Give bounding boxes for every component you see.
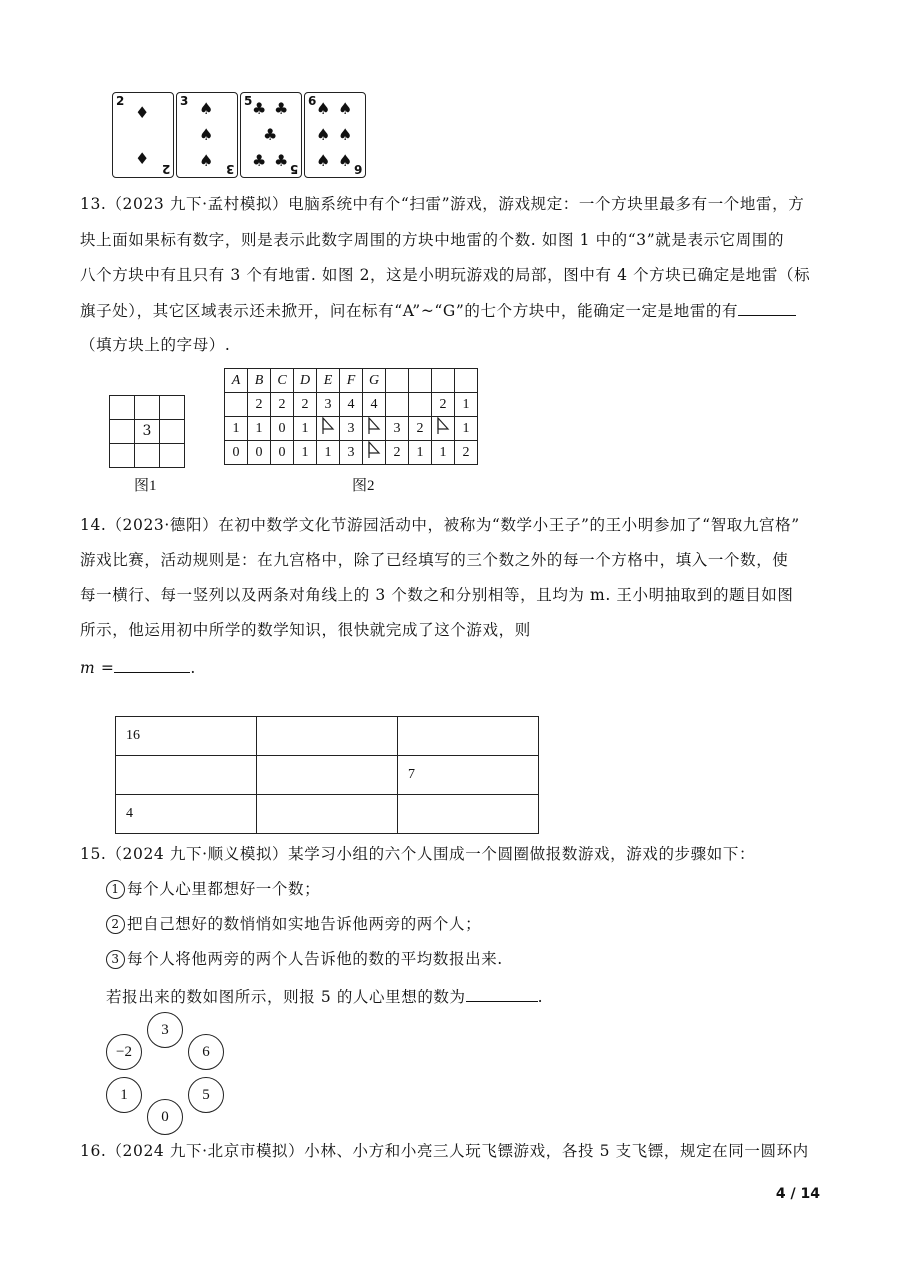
circle-number: 5 bbox=[188, 1077, 224, 1113]
grid-cell: 1 bbox=[432, 441, 455, 465]
magic-square-cell: 4 bbox=[116, 795, 257, 834]
grid-cell: A bbox=[225, 369, 248, 393]
card-rank-bottom: 3 bbox=[225, 162, 234, 176]
grid-cell: 3 bbox=[386, 417, 409, 441]
spade-icon: ♠ bbox=[316, 151, 331, 170]
card-rank: 5 bbox=[244, 94, 253, 108]
magic-square-grid bbox=[115, 716, 539, 834]
circle-number: 0 bbox=[147, 1099, 183, 1135]
answer-blank[interactable] bbox=[114, 656, 190, 673]
figure-2-minesweeper-grid bbox=[224, 368, 478, 465]
card-rank-bottom: 2 bbox=[161, 162, 170, 176]
grid-cell: D bbox=[294, 369, 317, 393]
card-rank: 3 bbox=[180, 94, 189, 108]
grid-cell: C bbox=[271, 369, 294, 393]
grid-cell: 2 bbox=[294, 393, 317, 417]
flag-icon bbox=[317, 417, 340, 441]
club-icon: ♣ bbox=[263, 125, 278, 144]
card-rank-bottom: 6 bbox=[353, 162, 362, 176]
q13-line-1: 13.（2023 九下·孟村模拟）电脑系统中有个“扫雷”游戏，游戏规定：一个方块里最多有一个地雷，方 bbox=[80, 195, 805, 213]
circle-number: 6 bbox=[188, 1034, 224, 1070]
spade-icon: ♠ bbox=[338, 151, 353, 170]
spade-icon: ♠ bbox=[199, 99, 214, 118]
grid-cell: 1 bbox=[225, 417, 248, 441]
q16-line-1: 16.（2024 九下·北京市模拟）小林、小方和小亮三人玩飞镖游戏，各投 5 支飞镖，规定在同一圆环内 bbox=[80, 1142, 809, 1160]
grid-row bbox=[225, 393, 478, 417]
grid-cell bbox=[134, 395, 160, 420]
magic-square-cell bbox=[116, 756, 257, 795]
question-text: 若报出来的数如图所示，则报 5 的人心里想的数为 bbox=[106, 988, 466, 1006]
q15-step-1 bbox=[106, 878, 320, 900]
magic-square-cell bbox=[398, 795, 539, 834]
q13-line-4-text: 旗子处），其它区域表示还未掀开，问在标有“A”~“G”的七个方块中，能确定一定是地雷的有 bbox=[80, 302, 739, 320]
card-2-diamonds bbox=[112, 92, 174, 178]
magic-square-cell bbox=[257, 795, 398, 834]
grid-row bbox=[225, 369, 478, 393]
grid-cell bbox=[159, 443, 185, 468]
spade-icon: ♠ bbox=[199, 125, 214, 144]
q14-answer-line bbox=[80, 656, 196, 679]
circled-number: 3 bbox=[106, 950, 125, 969]
q13-line-4 bbox=[80, 299, 796, 322]
spade-icon: ♠ bbox=[338, 125, 353, 144]
q13-line-2: 块上面如果标有数字，则是表示此数字周围的方块中地雷的个数. 如图 1 中的“3”就是表示它周围的 bbox=[80, 231, 785, 249]
card-5-clubs bbox=[240, 92, 302, 178]
grid-cell: 3 bbox=[340, 441, 363, 465]
grid-cell: 1 bbox=[317, 441, 340, 465]
spade-icon: ♠ bbox=[316, 125, 331, 144]
grid-row bbox=[225, 441, 478, 465]
grid-cell bbox=[159, 419, 185, 444]
grid-cell: 1 bbox=[294, 441, 317, 465]
step-text: 每个人将他两旁的两个人告诉他的数的平均数报出来. bbox=[127, 950, 503, 968]
grid-cell bbox=[455, 369, 478, 393]
magic-square-cell bbox=[257, 717, 398, 756]
grid-cell: 3 bbox=[340, 417, 363, 441]
grid-cell: 0 bbox=[271, 441, 294, 465]
q15-question bbox=[106, 985, 543, 1008]
q15-step-2 bbox=[106, 913, 481, 935]
magic-square-cell: 16 bbox=[116, 717, 257, 756]
q14-line-1: 14.（2023·德阳）在初中数学文化节游园活动中，被称为“数学小王子”的王小明参加了“智取九宫格” bbox=[80, 516, 800, 534]
club-icon: ♣ bbox=[274, 151, 289, 170]
spade-icon: ♠ bbox=[316, 99, 331, 118]
diamond-icon: ♦ bbox=[135, 103, 150, 122]
grid-cell: 0 bbox=[271, 417, 294, 441]
circled-number: 1 bbox=[106, 880, 125, 899]
grid-cell bbox=[409, 369, 432, 393]
flag-icon bbox=[363, 417, 386, 441]
club-icon: ♣ bbox=[274, 99, 289, 118]
grid-cell: 1 bbox=[455, 393, 478, 417]
card-rank-bottom: 5 bbox=[289, 162, 298, 176]
answer-blank[interactable] bbox=[466, 985, 538, 1002]
circle-number: 1 bbox=[106, 1077, 142, 1113]
flag-icon bbox=[432, 417, 455, 441]
circle-number: −2 bbox=[106, 1034, 142, 1070]
grid-cell: 2 bbox=[409, 417, 432, 441]
circled-number: 2 bbox=[106, 915, 125, 934]
grid-cell: 1 bbox=[409, 441, 432, 465]
grid-cell: 1 bbox=[455, 417, 478, 441]
card-rank: 2 bbox=[116, 94, 125, 108]
grid-cell: 1 bbox=[248, 417, 271, 441]
flag-icon bbox=[363, 441, 386, 465]
step-text: 每个人心里都想好一个数； bbox=[127, 880, 321, 898]
grid-cell bbox=[159, 395, 185, 420]
page-number: 4 / 14 bbox=[775, 1186, 820, 1202]
grid-cell: 1 bbox=[294, 417, 317, 441]
grid-cell: 2 bbox=[432, 393, 455, 417]
magic-square-cell: 7 bbox=[398, 756, 539, 795]
grid-cell bbox=[109, 443, 135, 468]
figure-2-caption: 图2 bbox=[352, 478, 375, 494]
grid-cell bbox=[109, 419, 135, 444]
q14-line-4: 所示，他运用初中所学的数学知识，很快就完成了这个游戏，则 bbox=[80, 621, 531, 639]
grid-cell bbox=[225, 393, 248, 417]
grid-cell bbox=[432, 369, 455, 393]
grid-cell: 2 bbox=[271, 393, 294, 417]
question-suffix: . bbox=[537, 988, 544, 1006]
grid-cell: 0 bbox=[248, 441, 271, 465]
grid-cell bbox=[109, 395, 135, 420]
answer-prefix: m = bbox=[80, 659, 115, 677]
grid-cell: 2 bbox=[386, 441, 409, 465]
grid-cell: 4 bbox=[340, 393, 363, 417]
card-6-spades bbox=[304, 92, 366, 178]
q15-step-3 bbox=[106, 948, 503, 970]
answer-blank[interactable] bbox=[738, 299, 796, 316]
grid-cell: 4 bbox=[363, 393, 386, 417]
figure-1-center: 3 bbox=[134, 419, 160, 444]
grid-cell bbox=[386, 369, 409, 393]
card-3-spades bbox=[176, 92, 238, 178]
grid-cell: B bbox=[248, 369, 271, 393]
q15-intro: 15.（2024 九下·顺义模拟）某学习小组的六个人围成一个圆圈做报数游戏，游戏的步骤如下： bbox=[80, 845, 756, 863]
answer-suffix: . bbox=[190, 659, 196, 677]
grid-cell: 2 bbox=[455, 441, 478, 465]
circle-number: 3 bbox=[147, 1012, 183, 1048]
grid-cell bbox=[134, 443, 160, 468]
q14-line-3: 每一横行、每一竖列以及两条对角线上的 3 个数之和分别相等，且均为 m. 王小明抽取到的题目如图 bbox=[80, 586, 794, 604]
magic-square-cell bbox=[257, 756, 398, 795]
grid-cell: 3 bbox=[317, 393, 340, 417]
grid-cell: 2 bbox=[248, 393, 271, 417]
q14-line-2: 游戏比赛，活动规则是：在九宫格中，除了已经填写的三个数之外的每一个方格中，填入一个数，使 bbox=[80, 551, 789, 569]
grid-cell bbox=[386, 393, 409, 417]
club-icon: ♣ bbox=[252, 151, 267, 170]
q13-line-5: （填方块上的字母）. bbox=[80, 336, 231, 354]
grid-cell: G bbox=[363, 369, 386, 393]
figure-1-caption: 图1 bbox=[134, 478, 157, 494]
grid-cell: 0 bbox=[225, 441, 248, 465]
grid-cell: F bbox=[340, 369, 363, 393]
card-rank: 6 bbox=[308, 94, 317, 108]
grid-cell bbox=[409, 393, 432, 417]
spade-icon: ♠ bbox=[199, 151, 214, 170]
diamond-icon: ♦ bbox=[135, 149, 150, 168]
grid-row bbox=[225, 417, 478, 441]
club-icon: ♣ bbox=[252, 99, 267, 118]
grid-cell: E bbox=[317, 369, 340, 393]
spade-icon: ♠ bbox=[338, 99, 353, 118]
q13-line-3: 八个方块中有且只有 3 个有地雷. 如图 2，这是小明玩游戏的局部，图中有 4 个方块已确定是地雷（标 bbox=[80, 266, 811, 284]
step-text: 把自己想好的数悄悄如实地告诉他两旁的两个人； bbox=[127, 915, 482, 933]
magic-square-cell bbox=[398, 717, 539, 756]
